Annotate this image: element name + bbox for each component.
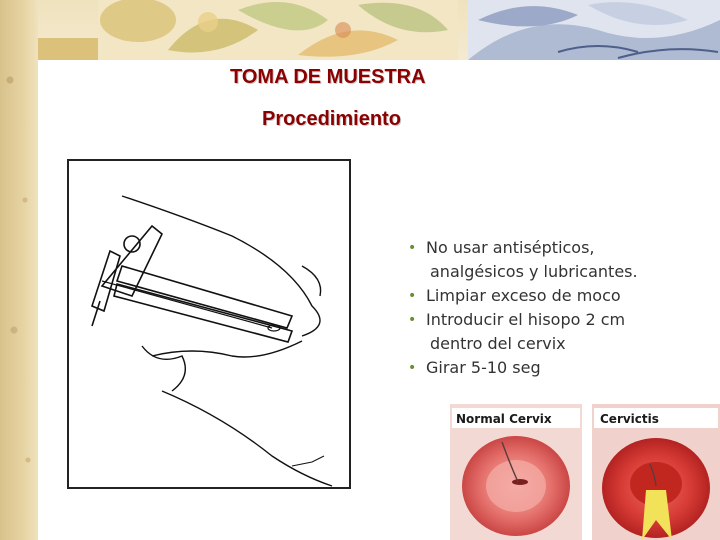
leaf-artwork <box>98 0 458 60</box>
slide-title: TOMA DE MUESTRA <box>230 66 426 88</box>
bullet-marker-icon: • <box>408 288 417 304</box>
procedure-bullet-list <box>408 236 708 380</box>
cervix-photo-comparison <box>450 404 720 540</box>
bullet-line-continued: analgésicos y lubricantes. <box>430 262 638 281</box>
bullet-line: Limpiar exceso de moco <box>426 286 621 305</box>
bullet-line: Girar 5-10 seg <box>426 358 541 377</box>
bullet-marker-icon: • <box>408 312 417 328</box>
bullet-line: No usar antisépticos, <box>426 238 595 257</box>
bullet-item <box>408 284 708 308</box>
blue-floral-artwork <box>468 0 720 60</box>
normal-cervix-label: Normal Cervix <box>456 412 552 426</box>
parchment-left-strip <box>0 0 38 540</box>
bullet-line-continued: dentro del cervix <box>430 334 566 353</box>
bullet-marker-icon: • <box>408 240 417 256</box>
bullet-item <box>408 236 708 284</box>
decorative-banner <box>38 0 720 60</box>
bullet-line: Introducir el hisopo 2 cm <box>426 310 626 329</box>
speculum-swab-illustration <box>62 156 354 492</box>
slide-subtitle: Procedimiento <box>262 108 401 130</box>
bullet-item <box>408 356 708 380</box>
bullet-item <box>408 308 708 356</box>
cervicitis-label: Cervictis <box>600 412 659 426</box>
bullet-marker-icon: • <box>408 360 417 376</box>
